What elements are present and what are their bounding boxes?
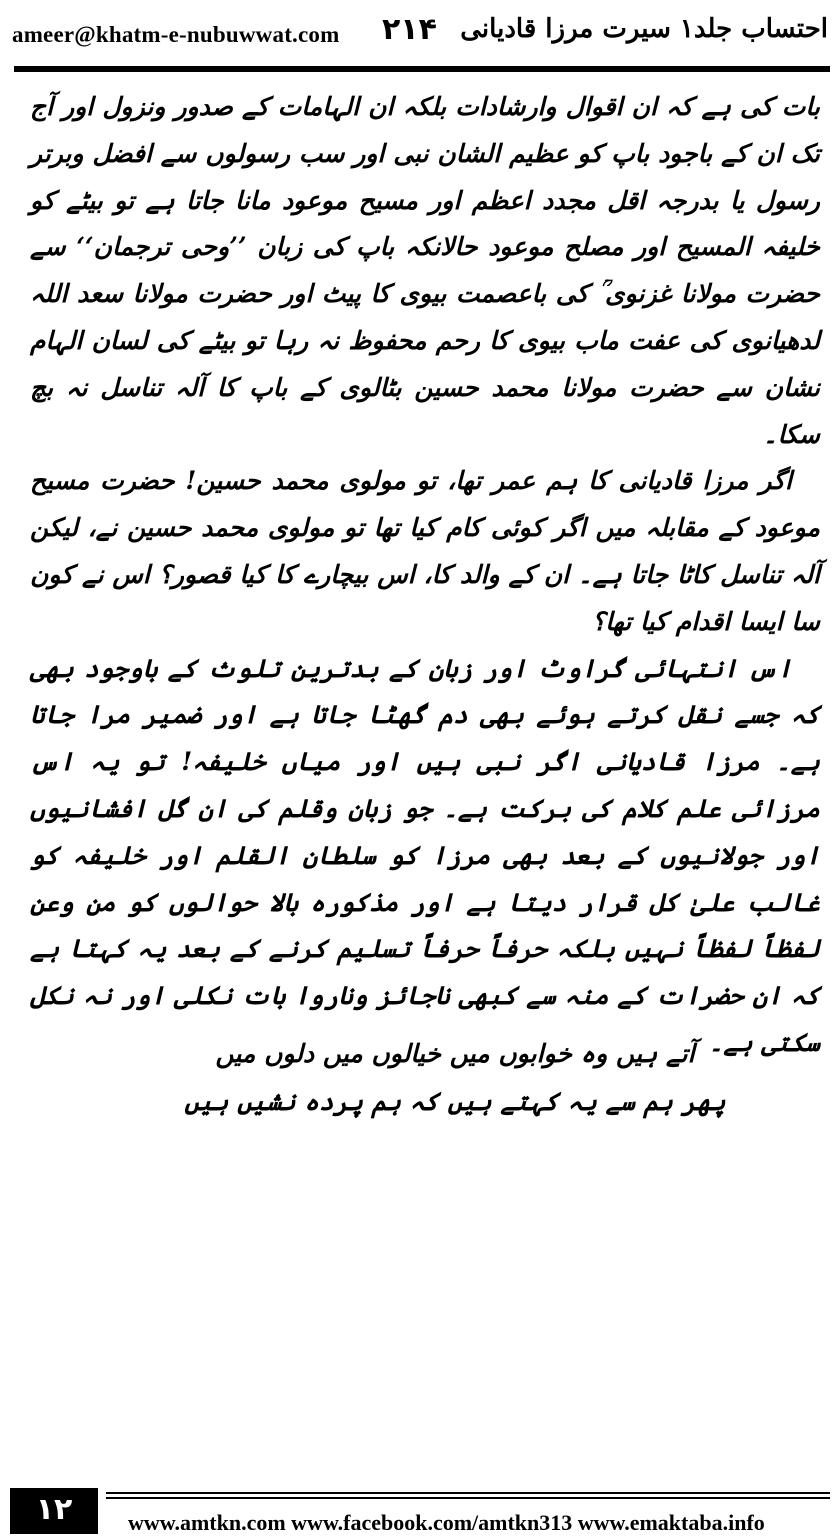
verse-line-2: پھر ہم سے یہ کہتے ہیں کہ ہم پردہ نشیں ہیں bbox=[184, 1087, 726, 1116]
header-divider bbox=[14, 66, 830, 72]
paragraph-3: اس انتہائی گراوٹ اور زبان کے بدترین تلوث کے باوجود بھی کہ جسے نقل کرتے ہوئے بھی دم گھٹا جاتا ہے اور ضمیر مرا جاتا ہے۔ مرزا قادیانی اگر نبی ہیں اور میاں خلیفہ! تو یہ اس مرزائی علم کلام کی برکت ہے۔ جو زبان وقلم کی ان گل افشانیوں اور جولانیوں کے بعد بھی مرزا کو سلطان القلم اور خلیفہ کو غالب علیٰ کل قرار دیتا ہے اور مذکورہ بالا حوالوں کو من وعن لفظاً لفظاً نہیں بلکہ حرفاً حرفاً تسلیم کرنے کے بعد یہ کہتا ہے کہ ان حضرات کے منہ سے کبھی ناجائز وناروا بات نکلی اور نہ نکل سکتی ہے۔ bbox=[30, 653, 820, 1057]
header-email: ameer@khatm-e-nubuwwat.com bbox=[12, 22, 340, 47]
verse-couplet bbox=[0, 1030, 840, 1126]
page-body bbox=[30, 84, 820, 1067]
footer-links: www.amtkn.com www.facebook.com/amtkn313 www.emaktaba.info bbox=[128, 1510, 765, 1535]
header-page-number: ۲۱۴ bbox=[382, 12, 437, 47]
page-header bbox=[12, 8, 828, 64]
footer-divider bbox=[106, 1492, 830, 1502]
page-footer bbox=[10, 1480, 830, 1536]
header-book-title: احتساب جلد۱ سیرت مرزا قادیانی bbox=[460, 14, 828, 44]
paragraph-1: بات کی ہے کہ ان اقوال وارشادات بلکہ ان الہامات کے صدور ونزول اور آج تک ان کے باجود باپ کو عظیم الشان نبی اور سب رسولوں سے افضل وبرتر رسول یا بدرجہ اقل مجدد اعظم اور مسیح موعود مانا جاتا ہے تو بیٹے کو خلیفہ المسیح اور مصلح موعود حالانکہ باپ کی زبان ’’وحی ترجمان‘‘ سے حضرت مولانا غزنوی ؒ کی باعصمت بیوی کا پیٹ اور حضرت مولانا سعد اللہ لدھیانوی کی عفت ماب بیوی کا رحم محفوظ نہ رہا تو بیٹے کی لسان الہام نشان سے حضرت مولانا محمد حسین بٹالوی کے باپ کا آلہ تناسل نہ بچ سکا۔ bbox=[30, 92, 820, 449]
footer-page-number: ۱۲ bbox=[10, 1488, 98, 1534]
verse-line-1: آتے ہیں وہ خوابوں میں خیالوں میں دلوں میں bbox=[215, 1039, 695, 1068]
paragraph-2: اگر مرزا قادیانی کا ہم عمر تھا، تو مولوی محمد حسین! حضرت مسیح موعود کے مقابلہ میں اگر کوئی کام کیا تھا تو مولوی محمد حسین نے، لیکن آلہ تناسل کاٹا جاتا ہے۔ ان کے والد کا، اس بیچارے کا کیا قصور؟ اس نے کون سا ایسا اقدام کیا تھا؟ bbox=[30, 466, 820, 636]
